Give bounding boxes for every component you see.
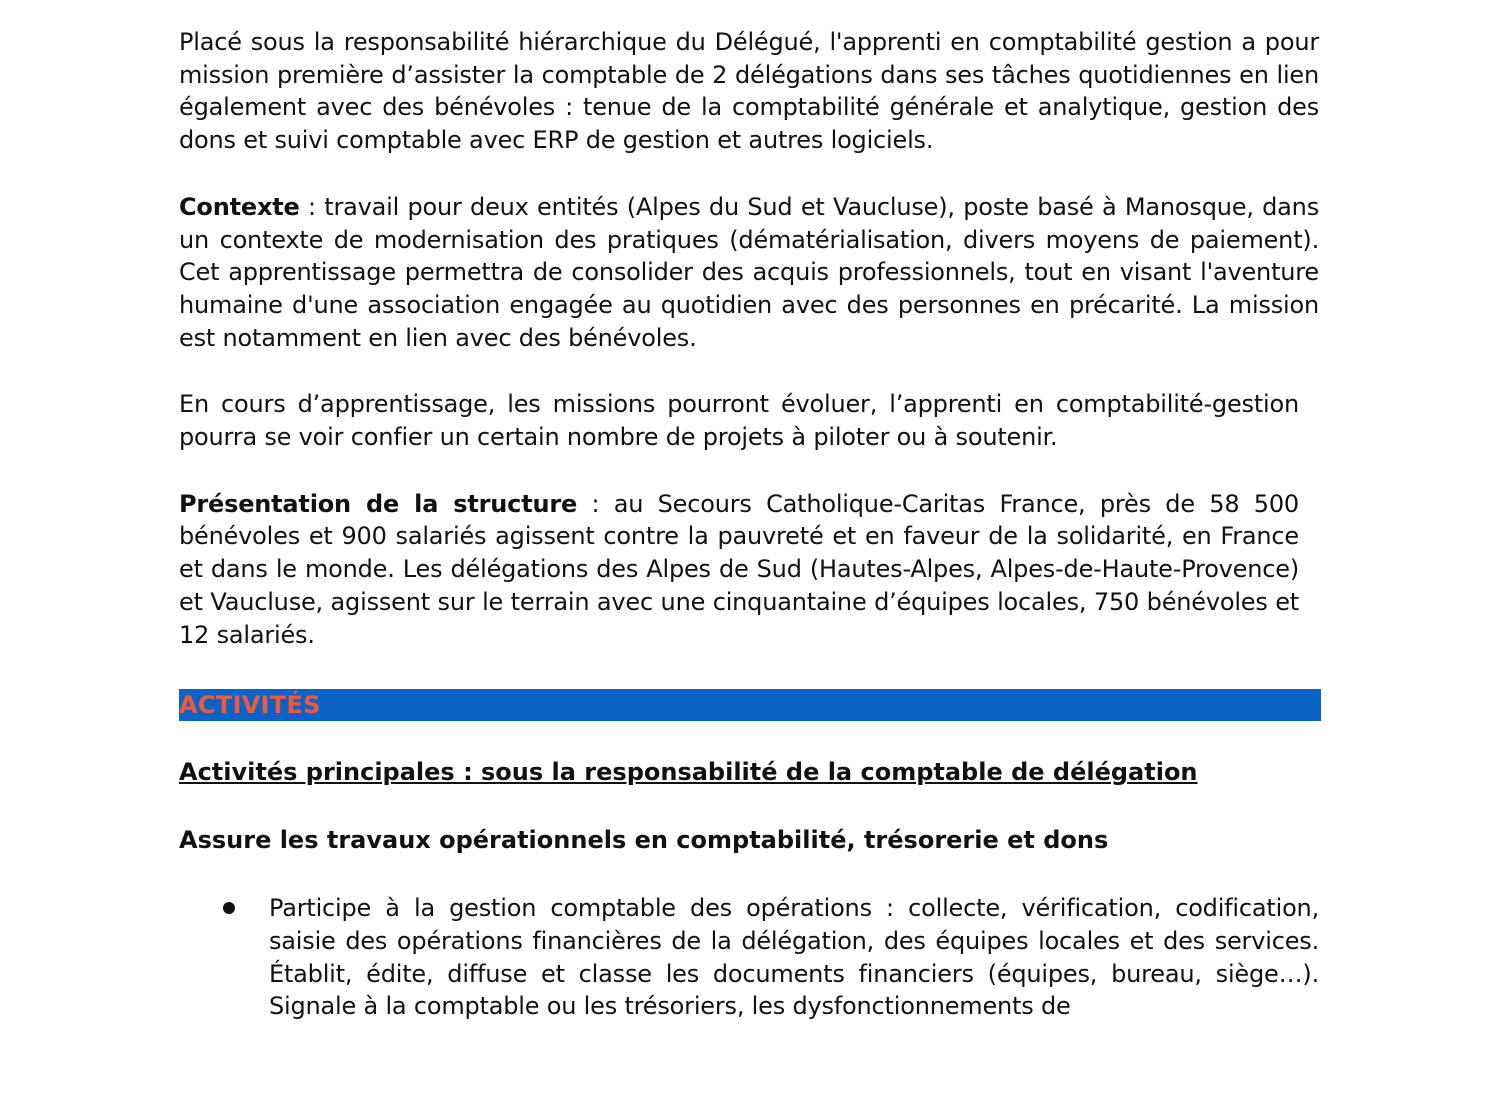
evolution-paragraph: En cours d’apprentissage, les missions pourront évoluer, l’apprenti en comptabilité-gestion pourra se voir confier un certain nombre de projets à piloter ou à soutenir. (179, 390, 1299, 452)
contexte-paragraph (179, 191, 1319, 355)
spacer (179, 157, 1319, 191)
spacer (179, 651, 1319, 689)
list-item (269, 892, 1319, 1023)
intro-paragraph: Placé sous la responsabilité hiérarchique du Délégué, l'apprenti en comptabilité gestion a pour mission première d’assister la comptable de 2 délégations dans ses tâches quotidiennes en lien également avec des bénévoles : tenue de la comptabilité générale et analytique, gestion des dons et suivi comptable avec ERP de gestion et autres logiciels. (179, 28, 1319, 155)
spacer (179, 788, 1319, 824)
activites-principales-heading: Activités principales : sous la responsabilité de la comptable de délégation (179, 758, 1198, 787)
presentation-text: : au Secours Catholique-Caritas France, près de 58 500 bénévoles et 900 salariés agissent contre la pauvreté et en faveur de la solidarité, en France et dans le monde. Les délégations des Alpes de Sud (Hautes-Alpes, Alpes-de-Haute-Provence) et Vaucluse, agissent sur le terrain avec une cinquantaine d’équipes locales, 750 bénévoles et 12 salariés. (179, 489, 1299, 649)
contexte-label: Contexte (179, 192, 300, 221)
spacer (179, 354, 1319, 388)
bullet-text: Participe à la gestion comptable des opérations : collecte, vérification, codification, saisie des opérations financières de la délégation, des équipes locales et des services. Établit, édite, diffuse et classe les documents financiers (équipes, bureau, siège…). Signale à la comptable ou les trésoriers, les dysfonctionnements de (269, 894, 1319, 1021)
bullet-icon (223, 902, 235, 914)
spacer (179, 856, 1319, 892)
contexte-text: : travail pour deux entités (Alpes du Sud et Vaucluse), poste basé à Manosque, dans un contexte de modernisation des pratiques (dématérialisation, divers moyens de paiement). Cet apprentissage permettra de consolider des acquis professionnels, tout en visant l'aventure humaine d'une association engagée au quotidien avec des personnes en précarité. La mission est notamment en lien avec des bénévoles. (179, 192, 1319, 352)
section-banner (179, 689, 1321, 721)
spacer (179, 454, 1319, 488)
spacer (179, 721, 1319, 756)
assure-heading: Assure les travaux opérationnels en comptabilité, trésorerie et dons (179, 826, 1109, 855)
section-title: ACTIVITÉS (179, 691, 321, 720)
presentation-label: Présentation de la structure (179, 489, 578, 518)
document-page (179, 26, 1319, 1023)
presentation-paragraph (179, 488, 1299, 652)
